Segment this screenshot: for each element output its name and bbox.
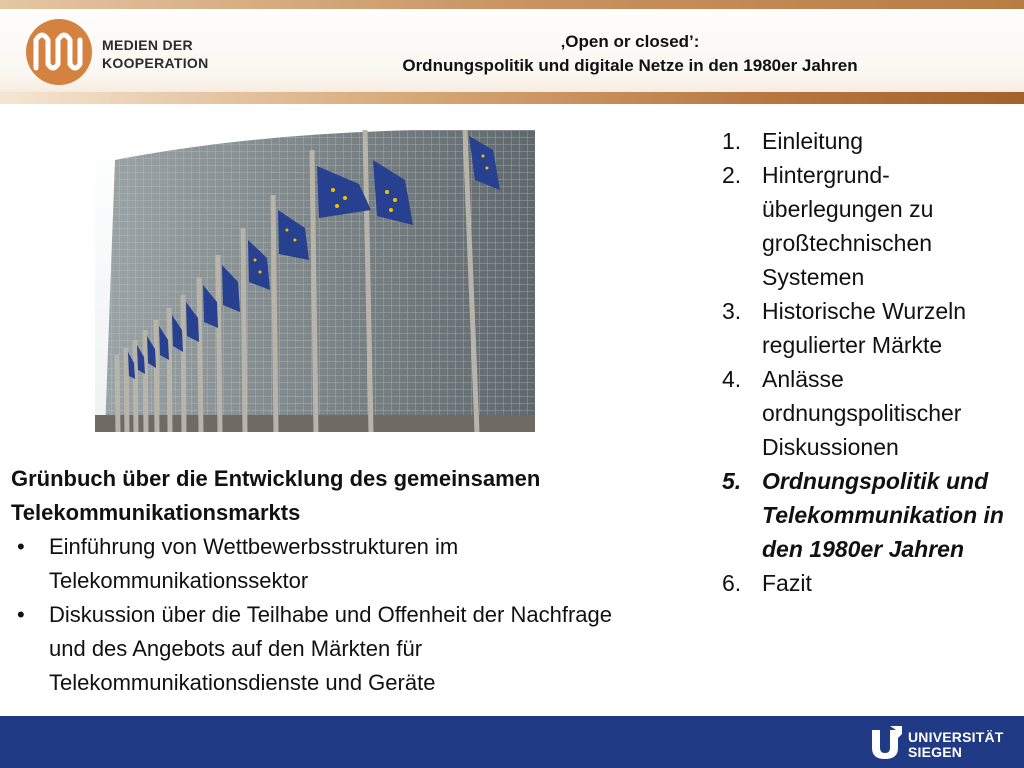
slide-title — [300, 30, 960, 78]
university-name-line-2: SIEGEN — [908, 744, 963, 760]
agenda-item — [722, 362, 1017, 464]
slide-title-line-2: Ordnungspolitik und digitale Netze in den 1980er Jahren — [402, 56, 858, 75]
agenda-item-label: Ordnungspolitik und Telekommunikation in den 1980er Jahren — [762, 468, 1004, 562]
agenda-list — [722, 124, 1017, 600]
agenda-item-number: 5. — [722, 468, 742, 494]
agenda-item — [722, 158, 1017, 294]
agenda-item-number: 2. — [722, 162, 742, 188]
agenda-item — [722, 124, 1017, 158]
agenda-item-current — [722, 464, 1017, 566]
agenda-item-number: 6. — [722, 570, 742, 596]
agenda-item-label: Hintergrund-überlegungen zu großtechnischen Systemen — [762, 162, 934, 290]
body-heading: Grünbuch über die Entwicklung des gemeinsamen Telekommunikationsmarkts — [11, 466, 541, 525]
header-top-band — [0, 0, 1024, 9]
slide-header — [0, 0, 1024, 104]
agenda-item — [722, 566, 1017, 600]
eu-building-flags-photo — [95, 130, 535, 432]
slide-body — [11, 462, 651, 700]
agenda-item-label: Einleitung — [762, 128, 864, 154]
logo-line-2: KOOPERATION — [102, 55, 209, 71]
medien-der-kooperation-logo — [22, 14, 222, 90]
header-bottom-band — [0, 92, 1024, 104]
logo-line-1: MEDIEN DER — [102, 37, 193, 53]
bullet-icon: • — [17, 602, 25, 627]
slide-title-line-1: ‚Open or closed’: — [560, 32, 700, 51]
university-name — [908, 730, 1004, 760]
university-mark-icon — [870, 724, 904, 760]
agenda-item-label: Anlässe ordnungspolitischer Diskussionen — [762, 366, 962, 460]
body-bullet-item — [11, 530, 651, 598]
body-bullet-list — [11, 530, 651, 700]
bullet-icon: • — [17, 534, 25, 559]
agenda-item-label: Historische Wurzeln regulierter Märkte — [762, 298, 967, 358]
agenda-item-number: 1. — [722, 128, 742, 154]
slide-footer — [0, 716, 1024, 768]
body-bullet-text: Diskussion über die Teilhabe und Offenheit der Nachfrage und des Angebots auf den Märkten für Telekommunikationsdienste und Geräte — [49, 602, 612, 695]
agenda-item-number: 3. — [722, 298, 742, 324]
logo-mark-icon — [22, 14, 96, 90]
logo-text — [102, 36, 209, 72]
body-bullet-item — [11, 598, 651, 700]
body-bullet-text: Einführung von Wettbewerbsstrukturen im Telekommunikationssektor — [49, 534, 459, 593]
agenda-item — [722, 294, 1017, 362]
universitaet-siegen-logo — [870, 724, 1010, 764]
agenda-item-label: Fazit — [762, 570, 812, 596]
agenda-item-number: 4. — [722, 366, 742, 392]
university-name-line-1: UNIVERSITÄT — [908, 729, 1004, 745]
